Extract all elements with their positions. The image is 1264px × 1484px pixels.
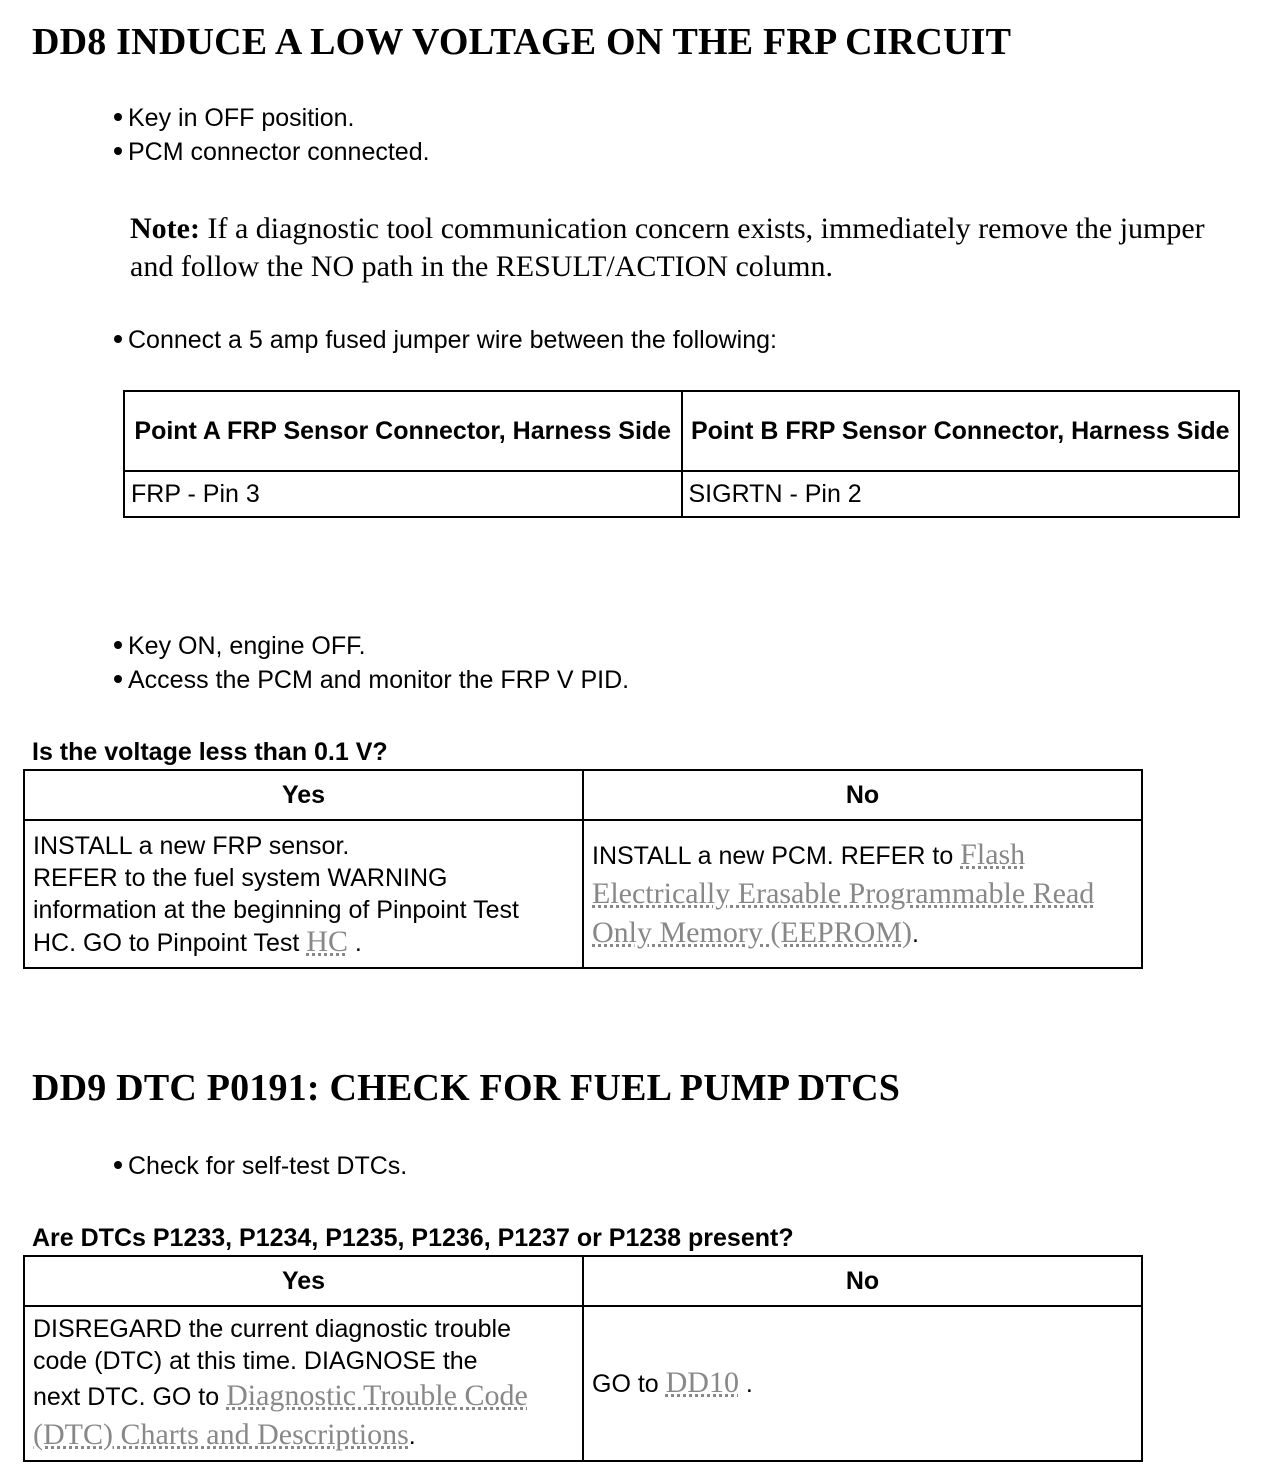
dd10-link[interactable]: DD10 <box>665 1366 739 1399</box>
dd8-result-table <box>23 769 1143 969</box>
bullet-icon <box>114 1161 122 1169</box>
note-paragraph <box>130 210 1240 286</box>
result-cell-yes <box>24 1306 583 1461</box>
result-header-no: No <box>583 1256 1142 1306</box>
yes-line: code (DTC) at this time. DIAGNOSE the <box>33 1346 478 1375</box>
jumper-cell-point-b: SIGRTN - Pin 2 <box>682 471 1240 517</box>
bullet-item <box>114 104 354 133</box>
bullet-icon <box>114 113 122 121</box>
yes-line: INSTALL a new FRP sensor. <box>33 831 350 860</box>
yes-line: DISREGARD the current diagnostic trouble <box>33 1314 511 1343</box>
jumper-header-point-b: Point B FRP Sensor Connector, Harness Side <box>682 391 1240 471</box>
yes-line: REFER to the fuel system WARNING <box>33 863 448 892</box>
dd8-title: DD8 INDUCE A LOW VOLTAGE ON THE FRP CIRCUIT <box>32 21 1012 63</box>
pinpoint-test-hc-link[interactable]: HC <box>306 924 348 958</box>
bullet-text: Access the PCM and monitor the FRP V PID. <box>128 666 630 694</box>
no-prefix: GO to <box>592 1370 666 1398</box>
result-header-no: No <box>583 770 1142 820</box>
bullet-item <box>114 1152 407 1181</box>
no-prefix: INSTALL a new PCM. REFER to <box>592 841 961 870</box>
result-header-yes: Yes <box>24 770 583 820</box>
result-cell-no <box>583 1306 1142 1461</box>
dtc-charts-link[interactable]: Diagnostic Trouble Code (DTC) Charts and Descriptions <box>33 1378 528 1451</box>
bullet-icon <box>114 641 122 649</box>
bullet-text: Key in OFF position. <box>128 104 355 132</box>
dd9-result-table <box>23 1255 1143 1462</box>
dd9-title: DD9 DTC P0191: CHECK FOR FUEL PUMP DTCS <box>32 1067 901 1109</box>
dd9-question: Are DTCs P1233, P1234, P1235, P1236, P1237 or P1238 present? <box>32 1224 794 1252</box>
yes-tail: . <box>408 1421 416 1450</box>
bullet-item <box>114 632 366 661</box>
jumper-cell-point-a: FRP - Pin 3 <box>124 471 682 517</box>
bullet-icon <box>114 335 122 343</box>
yes-line: next DTC. GO to <box>33 1382 227 1411</box>
yes-line: HC. GO to Pinpoint Test <box>33 928 307 957</box>
bullet-text: Connect a 5 amp fused jumper wire between the following: <box>128 326 777 354</box>
note-text: If a diagnostic tool communication concern exists, immediately remove the jumper and follow the NO path in the RESULT/ACTION column. <box>130 212 1205 283</box>
bullet-item <box>114 666 629 695</box>
yes-line: information at the beginning of Pinpoint Test <box>33 895 519 924</box>
eeprom-link[interactable]: Flash Electrically Erasable Programmable Read Only Memory (EEPROM) <box>592 837 1095 949</box>
bullet-icon <box>114 147 122 155</box>
bullet-text: Check for self-test DTCs. <box>128 1152 408 1180</box>
bullet-item <box>114 326 777 355</box>
result-cell-no <box>583 820 1142 968</box>
bullet-item <box>114 138 430 167</box>
no-tail: . <box>738 1370 753 1398</box>
no-tail: . <box>911 919 919 948</box>
note-label: Note: <box>130 212 200 245</box>
jumper-table <box>123 390 1240 518</box>
result-cell-yes <box>24 820 583 968</box>
result-header-yes: Yes <box>24 1256 583 1306</box>
bullet-icon <box>114 675 122 683</box>
yes-tail: . <box>347 928 362 957</box>
dd8-question: Is the voltage less than 0.1 V? <box>32 738 388 766</box>
jumper-header-point-a: Point A FRP Sensor Connector, Harness Side <box>124 391 682 471</box>
bullet-text: Key ON, engine OFF. <box>128 632 366 660</box>
bullet-text: PCM connector connected. <box>128 138 430 166</box>
